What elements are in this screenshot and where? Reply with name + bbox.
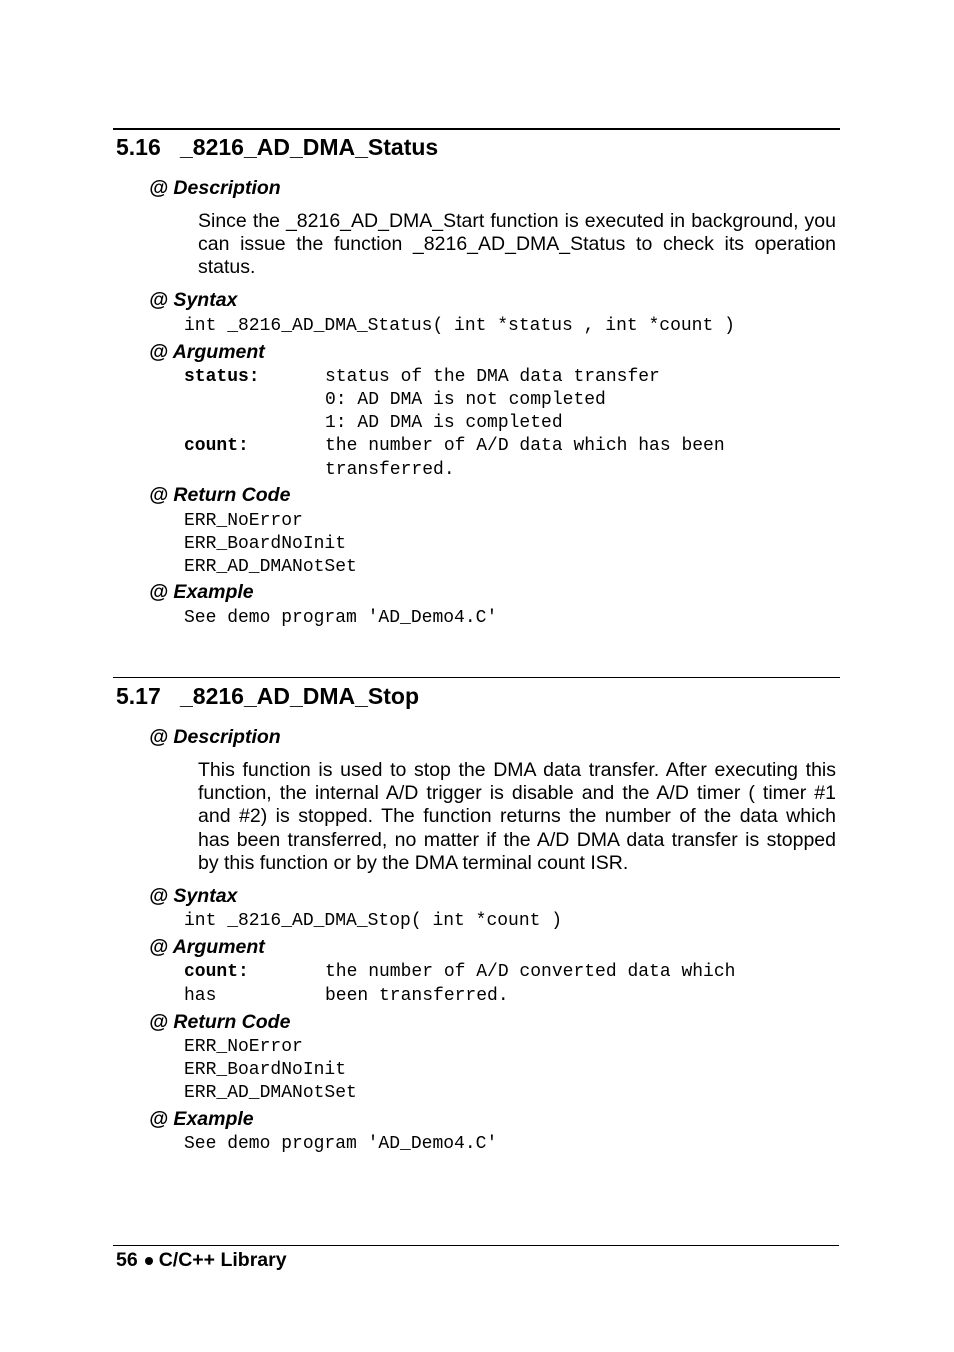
section-title: _8216_AD_DMA_Status — [180, 134, 439, 160]
section-number: 5.16 — [116, 134, 161, 160]
example-label: @ Example — [149, 1108, 254, 1130]
return-code-label: @ Return Code — [149, 1011, 291, 1033]
page-number: 56 — [116, 1249, 138, 1271]
argument-desc-line: transferred. — [325, 460, 455, 480]
return-code: ERR_AD_DMANotSet — [184, 557, 357, 577]
argument-name: count: — [184, 436, 249, 456]
bullet-icon — [145, 1257, 153, 1265]
description-text — [198, 759, 836, 875]
return-code: ERR_BoardNoInit — [184, 534, 347, 554]
return-code: ERR_NoError — [184, 1037, 303, 1057]
argument-name: count: — [184, 962, 249, 982]
syntax-code: int _8216_AD_DMA_Stop( int *count ) — [184, 911, 563, 931]
return-code: ERR_NoError — [184, 511, 303, 531]
return-code-label: @ Return Code — [149, 484, 291, 506]
footer-text: C/C++ Library — [158, 1249, 287, 1271]
page-footer — [116, 1248, 287, 1272]
syntax-label: @ Syntax — [149, 885, 238, 907]
description-label: @ Description — [149, 177, 281, 199]
description-paragraph: This function is used to stop the DMA data transfer. After executing this function, the internal A/D trigger is disable and the A/D timer ( timer #1 and #2) is stopped. The function returns the number of the data which has been transferred, no matter if the A/D DMA data transfer is stopped by this function or by the DMA terminal count ISR. — [198, 759, 836, 874]
argument-desc-line: 0: AD DMA is not completed — [325, 390, 606, 410]
argument-name: status: — [184, 367, 260, 387]
argument-desc-line: the number of A/D converted data which — [325, 962, 736, 982]
argument-label: @ Argument — [149, 936, 265, 958]
section-title: _8216_AD_DMA_Stop — [180, 683, 420, 709]
description-label: @ Description — [149, 726, 281, 748]
example-text: See demo program 'AD_Demo4.C' — [184, 1134, 498, 1154]
argument-label: @ Argument — [149, 341, 265, 363]
section-heading — [116, 133, 438, 161]
example-label: @ Example — [149, 581, 254, 603]
section-rule — [113, 128, 840, 130]
argument-desc-line: status of the DMA data transfer — [325, 367, 660, 387]
argument-desc-line: been transferred. — [325, 986, 509, 1006]
return-code: ERR_BoardNoInit — [184, 1060, 347, 1080]
argument-desc-line: the number of A/D data which has been — [325, 436, 725, 456]
return-code: ERR_AD_DMANotSet — [184, 1083, 357, 1103]
section-rule — [113, 677, 840, 678]
section-heading — [116, 682, 419, 710]
argument-name: has — [184, 986, 217, 1006]
syntax-label: @ Syntax — [149, 289, 238, 311]
description-paragraph: Since the _8216_AD_DMA_Start function is executed in background, you can issue the function _8216_AD_DMA_Status to check its operation status. — [198, 210, 836, 279]
section-number: 5.17 — [116, 683, 161, 709]
footer-rule — [113, 1245, 839, 1246]
description-text — [198, 210, 836, 280]
syntax-code: int _8216_AD_DMA_Status( int *status , int *count ) — [184, 316, 735, 336]
argument-desc-line: 1: AD DMA is completed — [325, 413, 563, 433]
example-text: See demo program 'AD_Demo4.C' — [184, 608, 498, 628]
